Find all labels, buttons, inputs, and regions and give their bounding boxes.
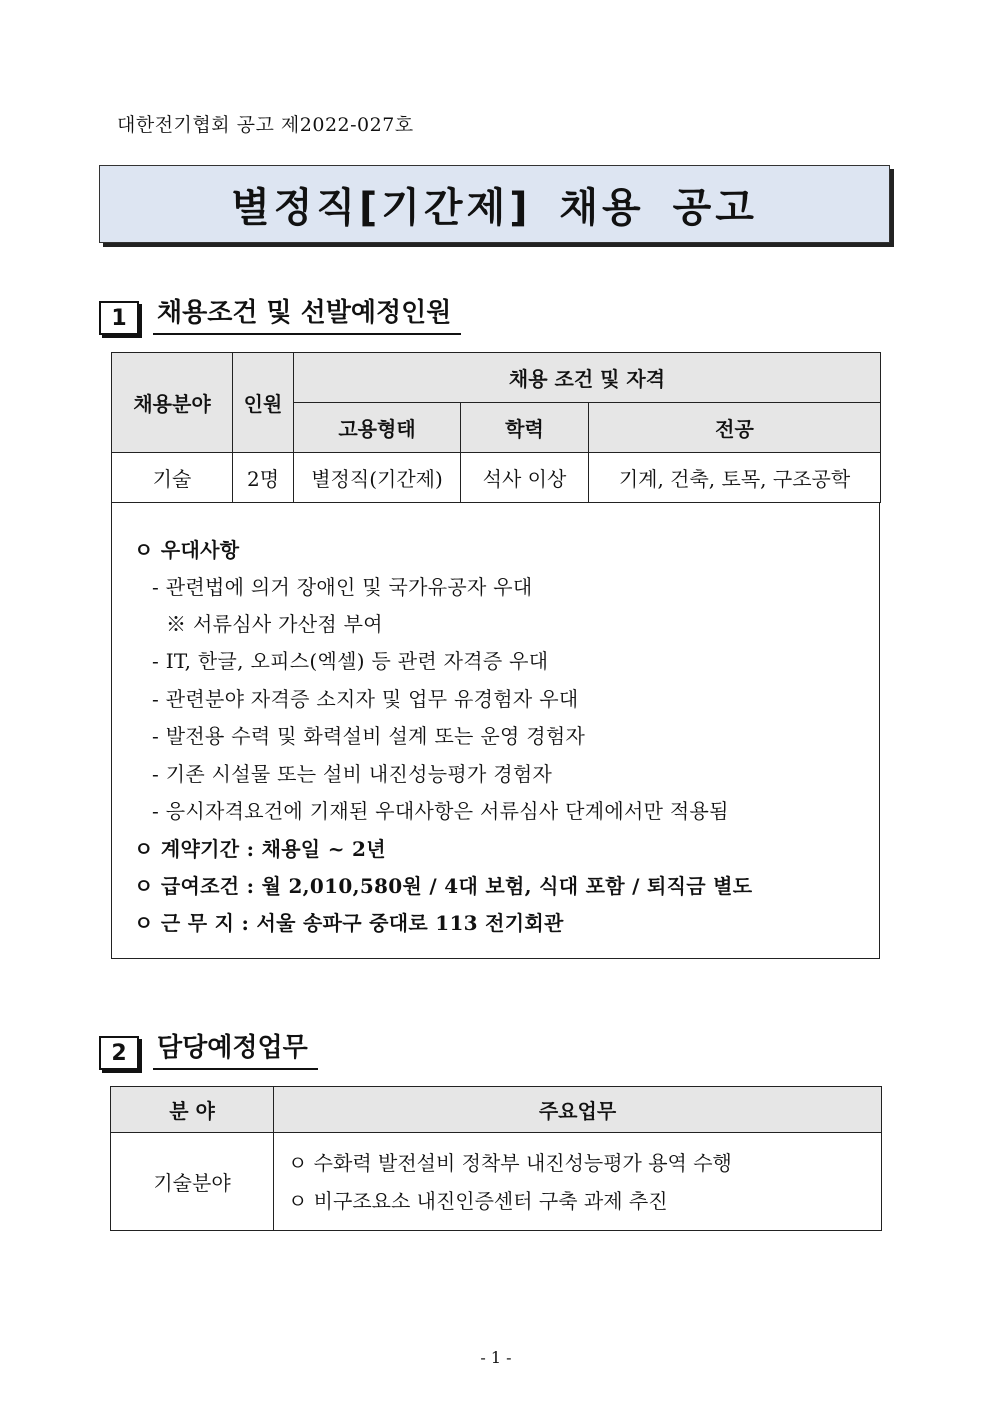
page-title-box	[99, 165, 890, 243]
page-number: - 1 -	[480, 1348, 512, 1367]
col-field: 분 야	[111, 1087, 274, 1133]
col-field: 채용분야	[112, 353, 233, 453]
page-title: 별정직[기간제] 채용 공고	[231, 184, 758, 231]
section1-heading	[99, 292, 461, 335]
col-major: 전공	[589, 403, 881, 453]
col-duties: 주요업무	[274, 1087, 882, 1133]
workplace: ㅇ 근 무 지 : 서울 송파구 중대로 113 전기회관	[134, 911, 564, 935]
cell-duties	[274, 1133, 882, 1231]
cell-education: 석사 이상	[461, 453, 589, 503]
section1-number: 1	[99, 301, 139, 335]
section2-number: 2	[99, 1036, 139, 1070]
salary-conditions: ㅇ 급여조건 : 월 2,010,580원 / 4대 보험, 식대 포함 / 퇴직금 별도	[134, 874, 753, 898]
preference-item: - 관련분야 자격증 소지자 및 업무 유경험자 우대	[152, 687, 579, 711]
duty-item: ㅇ 비구조요소 내진인증센터 구축 과제 추진	[288, 1188, 668, 1213]
section2-title: 담당예정업무	[153, 1027, 318, 1070]
recruitment-table	[111, 352, 881, 503]
preferences-heading: ㅇ 우대사항	[134, 538, 240, 562]
table-row	[112, 453, 881, 503]
preference-note: ※ 서류심사 가산점 부여	[166, 612, 383, 636]
preference-item: - IT, 한글, 오피스(엑셀) 등 관련 자격증 우대	[152, 649, 549, 673]
duty-item: ㅇ 수화력 발전설비 정착부 내진성능평가 용역 수행	[288, 1150, 732, 1175]
cell-employment-type: 별정직(기간제)	[294, 453, 461, 503]
notice-number: 대한전기협회 공고 제2022-027호	[117, 114, 414, 136]
col-count: 인원	[233, 353, 294, 453]
cell-field: 기술	[112, 453, 233, 503]
duties-table	[110, 1086, 882, 1231]
cell-count: 2명	[233, 453, 294, 503]
section1-title: 채용조건 및 선발예정인원	[153, 292, 461, 335]
table-row	[111, 1133, 882, 1231]
contract-period: ㅇ 계약기간 : 채용일 ~ 2년	[134, 837, 386, 861]
col-education: 학력	[461, 403, 589, 453]
preference-item: - 응시자격요건에 기재된 우대사항은 서류심사 단계에서만 적용됨	[152, 799, 729, 823]
cell-field: 기술분야	[111, 1133, 274, 1231]
preference-item: - 관련법에 의거 장애인 및 국가유공자 우대	[152, 575, 533, 599]
cell-major: 기계, 건축, 토목, 구조공학	[589, 453, 881, 503]
section2-heading	[99, 1027, 318, 1070]
preference-item: - 기존 시설물 또는 설비 내진성능평가 경험자	[152, 762, 553, 786]
preference-item: - 발전용 수력 및 화력설비 설계 또는 운영 경험자	[152, 724, 586, 748]
col-conditions: 채용 조건 및 자격	[294, 353, 881, 403]
col-employment-type: 고용형태	[294, 403, 461, 453]
conditions-box	[111, 502, 880, 959]
